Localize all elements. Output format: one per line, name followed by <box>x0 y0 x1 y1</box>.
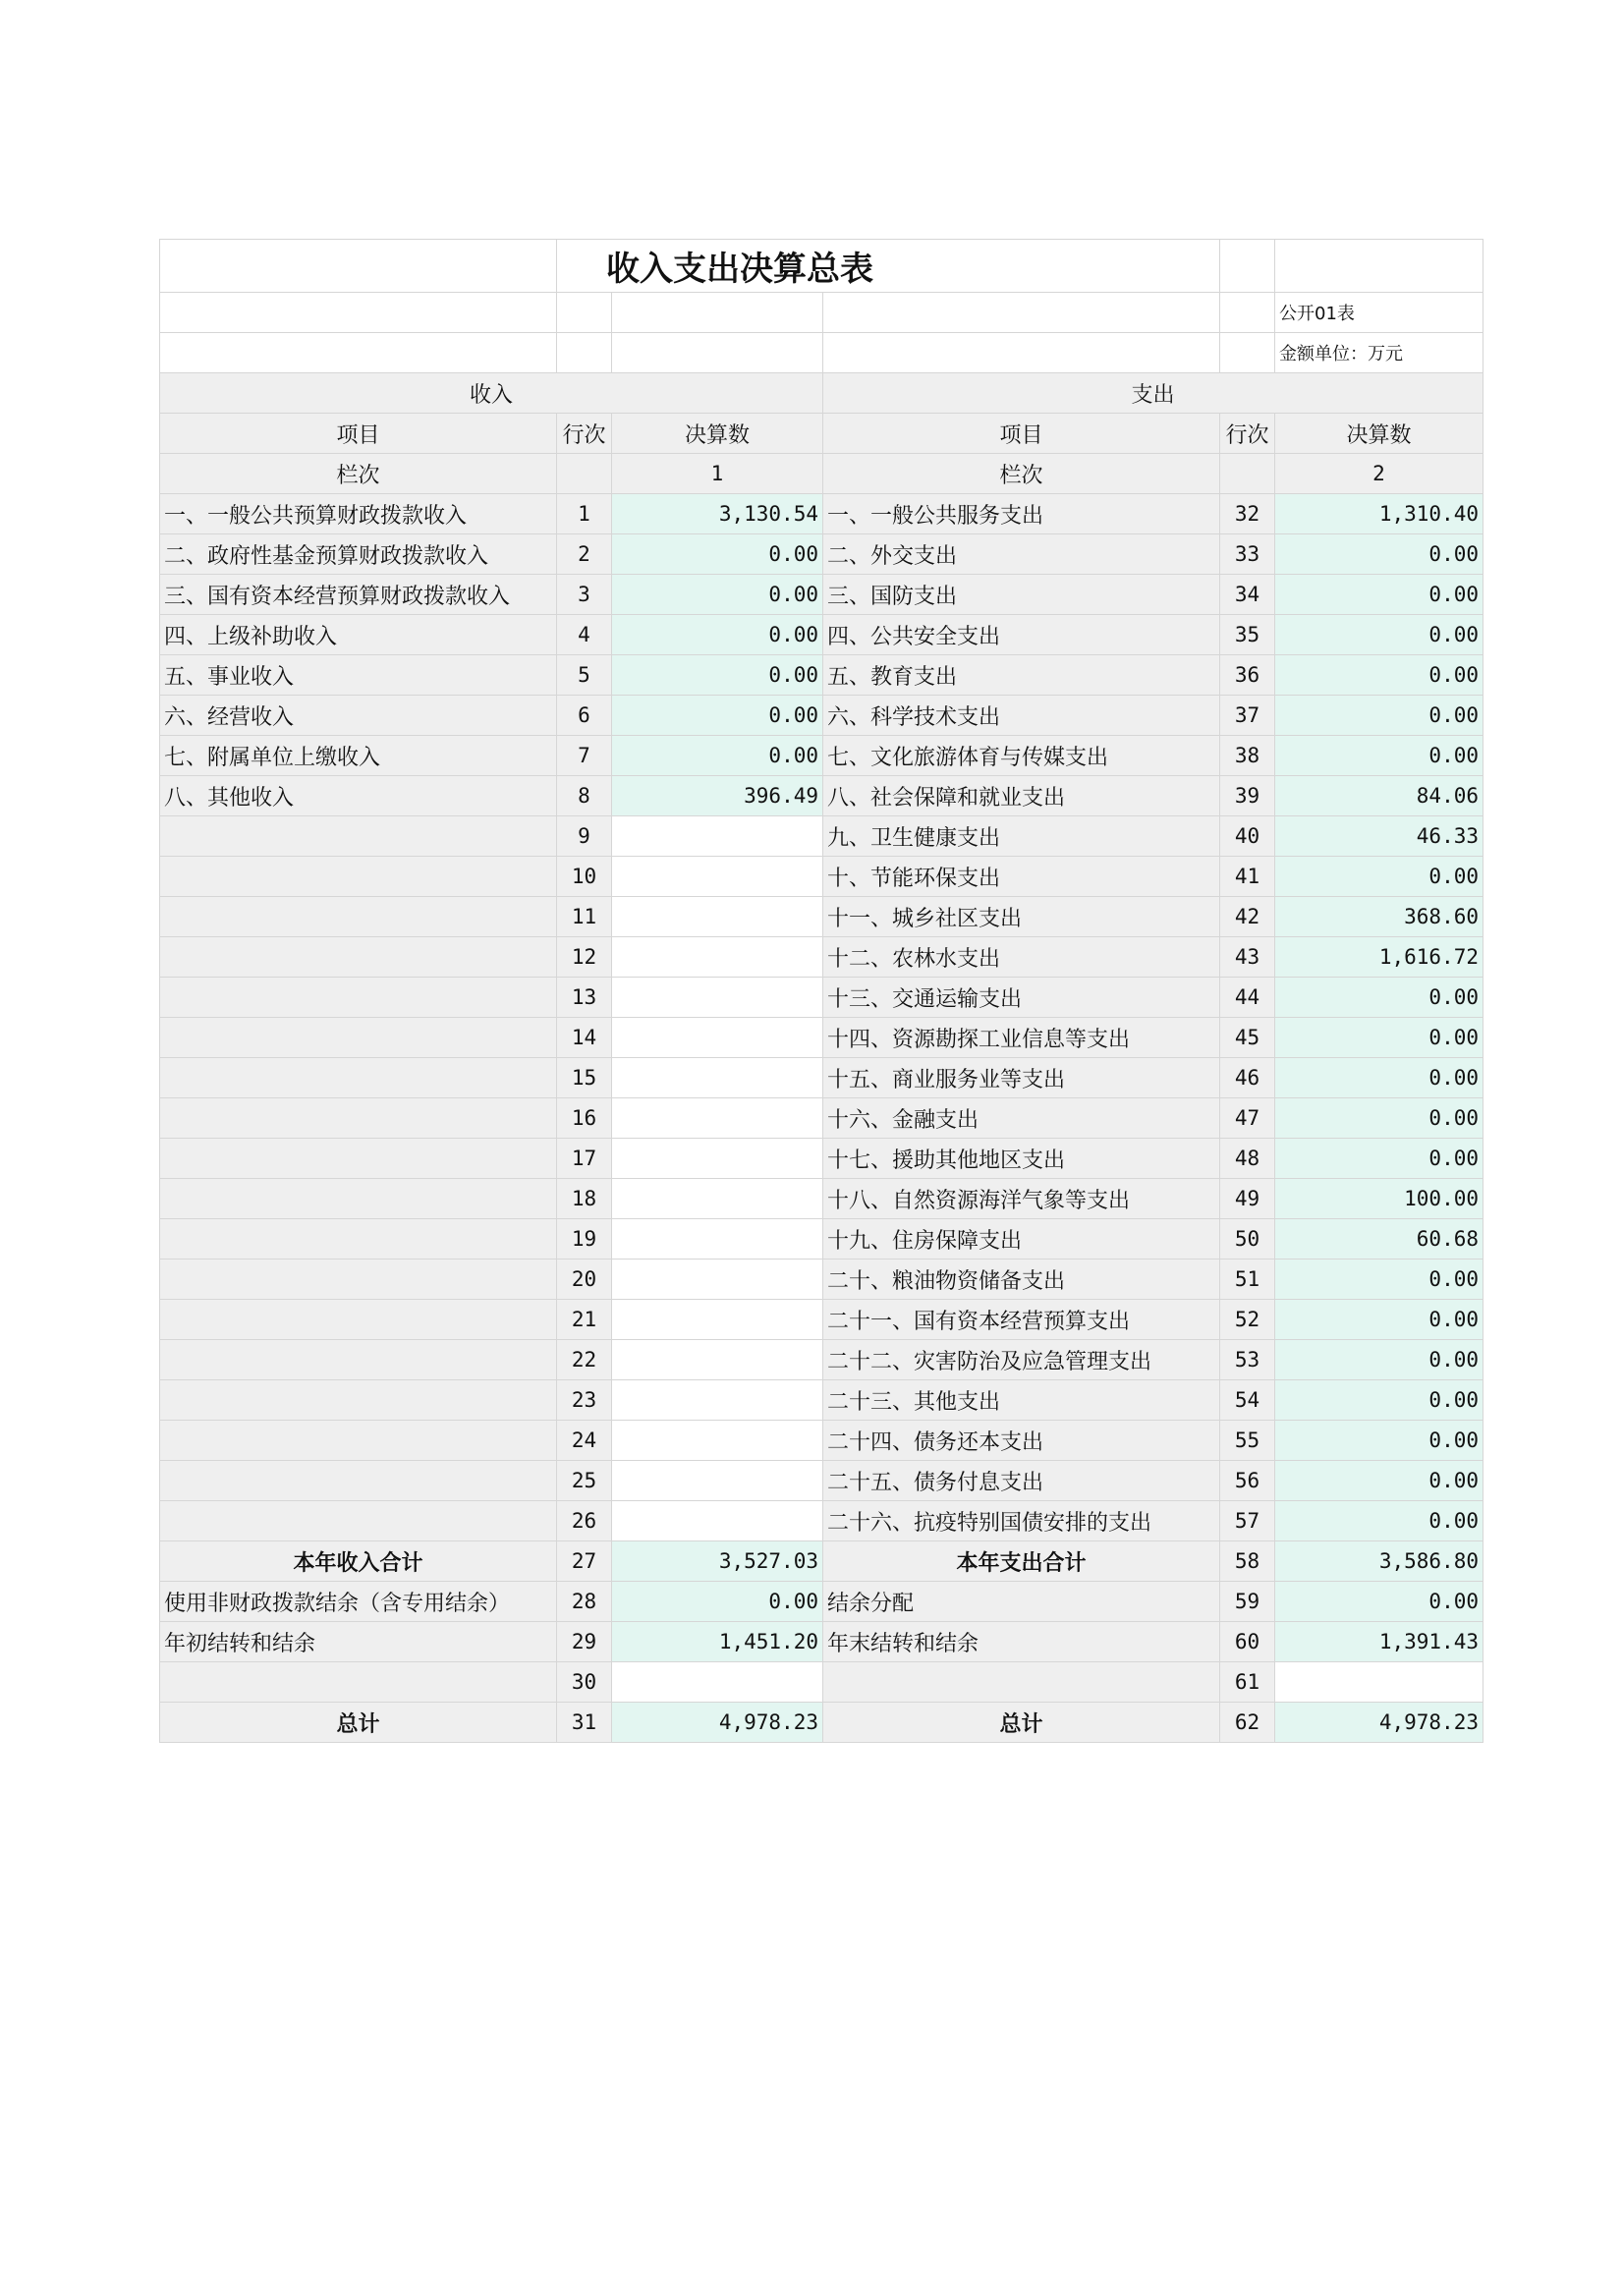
income-item <box>160 1662 557 1703</box>
income-line-number: 27 <box>557 1541 612 1582</box>
income-line-number: 11 <box>557 897 612 937</box>
income-item <box>160 937 557 978</box>
income-column-number: 1 <box>612 454 823 494</box>
expense-line-number: 57 <box>1220 1501 1275 1541</box>
table-row <box>160 897 1483 937</box>
blank-cell <box>1220 333 1275 373</box>
income-amount: 0.00 <box>612 575 823 615</box>
expense-amount: 60.68 <box>1275 1219 1483 1260</box>
page-title: 收入支出决算总表 <box>557 240 1220 293</box>
expense-line-number: 36 <box>1220 655 1275 696</box>
income-item <box>160 1098 557 1139</box>
blank-cell <box>823 293 1220 333</box>
income-line-number: 21 <box>557 1300 612 1340</box>
expense-line-header: 行次 <box>1220 414 1275 454</box>
income-item: 三、国有资本经营预算财政拨款收入 <box>160 575 557 615</box>
expense-amount: 0.00 <box>1275 1340 1483 1380</box>
expense-item <box>823 1662 1220 1703</box>
income-section-header: 收入 <box>160 373 823 414</box>
expense-amount: 0.00 <box>1275 1058 1483 1098</box>
income-amount <box>612 1662 823 1703</box>
blank-cell <box>1220 240 1275 293</box>
income-item <box>160 1421 557 1461</box>
income-line-number: 20 <box>557 1260 612 1300</box>
income-amount <box>612 1018 823 1058</box>
unit-label: 金额单位：万元 <box>1275 333 1483 373</box>
table-row <box>160 1340 1483 1380</box>
income-amount: 3,130.54 <box>612 494 823 534</box>
income-amount <box>612 1501 823 1541</box>
income-item <box>160 1461 557 1501</box>
blank-cell <box>823 333 1220 373</box>
income-line-number: 12 <box>557 937 612 978</box>
income-column-label: 栏次 <box>160 454 557 494</box>
table-row <box>160 1501 1483 1541</box>
income-line-header: 行次 <box>557 414 612 454</box>
table-row <box>160 1018 1483 1058</box>
expense-line-number: 35 <box>1220 615 1275 655</box>
income-item <box>160 1300 557 1340</box>
income-line-number: 23 <box>557 1380 612 1421</box>
expense-item: 七、文化旅游体育与传媒支出 <box>823 736 1220 776</box>
income-amount <box>612 1421 823 1461</box>
income-item <box>160 978 557 1018</box>
income-amount: 0.00 <box>612 1582 823 1622</box>
expense-line-number: 54 <box>1220 1380 1275 1421</box>
expense-amount: 0.00 <box>1275 575 1483 615</box>
expense-line-number: 59 <box>1220 1582 1275 1622</box>
expense-amount: 4,978.23 <box>1275 1703 1483 1743</box>
income-line-number: 9 <box>557 816 612 857</box>
table-row <box>160 1139 1483 1179</box>
income-item: 年初结转和结余 <box>160 1622 557 1662</box>
income-item <box>160 1058 557 1098</box>
expense-item: 结余分配 <box>823 1582 1220 1622</box>
income-line-number: 13 <box>557 978 612 1018</box>
income-line-number: 22 <box>557 1340 612 1380</box>
income-line-number: 5 <box>557 655 612 696</box>
expense-line-number: 62 <box>1220 1703 1275 1743</box>
income-item <box>160 857 557 897</box>
blank-cell <box>612 333 823 373</box>
form-number: 公开01表 <box>1275 293 1483 333</box>
expense-amount: 1,310.40 <box>1275 494 1483 534</box>
income-line-number: 14 <box>557 1018 612 1058</box>
income-item: 本年收入合计 <box>160 1541 557 1582</box>
income-line-number: 2 <box>557 534 612 575</box>
table-row <box>160 615 1483 655</box>
expense-line-number: 52 <box>1220 1300 1275 1340</box>
income-line-number: 28 <box>557 1582 612 1622</box>
table-row <box>160 978 1483 1018</box>
expense-amount: 0.00 <box>1275 696 1483 736</box>
expense-line-number: 37 <box>1220 696 1275 736</box>
expense-item: 二十五、债务付息支出 <box>823 1461 1220 1501</box>
expense-line-number: 61 <box>1220 1662 1275 1703</box>
expense-item: 十六、金融支出 <box>823 1098 1220 1139</box>
expense-item: 年末结转和结余 <box>823 1622 1220 1662</box>
income-item <box>160 1340 557 1380</box>
expense-column-number: 2 <box>1275 454 1483 494</box>
income-amount <box>612 1139 823 1179</box>
expense-item: 二十二、灾害防治及应急管理支出 <box>823 1340 1220 1380</box>
expense-item: 二、外交支出 <box>823 534 1220 575</box>
table-row <box>160 1260 1483 1300</box>
expense-amount: 0.00 <box>1275 655 1483 696</box>
expense-item: 二十一、国有资本经营预算支出 <box>823 1300 1220 1340</box>
table-row <box>160 736 1483 776</box>
income-line-number: 16 <box>557 1098 612 1139</box>
expense-line-number: 55 <box>1220 1421 1275 1461</box>
expense-item: 一、一般公共服务支出 <box>823 494 1220 534</box>
expense-item: 二十四、债务还本支出 <box>823 1421 1220 1461</box>
expense-item: 十三、交通运输支出 <box>823 978 1220 1018</box>
blank-cell <box>1220 293 1275 333</box>
income-line-number: 30 <box>557 1662 612 1703</box>
expense-amount: 0.00 <box>1275 1018 1483 1058</box>
blank-cell <box>160 293 557 333</box>
expense-item: 十八、自然资源海洋气象等支出 <box>823 1179 1220 1219</box>
income-item: 使用非财政拨款结余（含专用结余） <box>160 1582 557 1622</box>
income-item: 四、上级补助收入 <box>160 615 557 655</box>
expense-item: 九、卫生健康支出 <box>823 816 1220 857</box>
income-amount <box>612 857 823 897</box>
table-row <box>160 1219 1483 1260</box>
expense-line-number: 40 <box>1220 816 1275 857</box>
income-line-number: 25 <box>557 1461 612 1501</box>
table-row <box>160 1300 1483 1340</box>
expense-item: 六、科学技术支出 <box>823 696 1220 736</box>
income-amount <box>612 1219 823 1260</box>
income-amount <box>612 937 823 978</box>
expense-line-number: 45 <box>1220 1018 1275 1058</box>
table-row <box>160 1582 1483 1622</box>
income-item: 八、其他收入 <box>160 776 557 816</box>
income-amount <box>612 1300 823 1340</box>
expense-line-number: 39 <box>1220 776 1275 816</box>
income-item: 六、经营收入 <box>160 696 557 736</box>
expense-item: 八、社会保障和就业支出 <box>823 776 1220 816</box>
income-amount <box>612 816 823 857</box>
expense-amount: 0.00 <box>1275 736 1483 776</box>
expense-item: 四、公共安全支出 <box>823 615 1220 655</box>
expense-line-number: 32 <box>1220 494 1275 534</box>
table-row <box>160 776 1483 816</box>
income-line-number: 7 <box>557 736 612 776</box>
income-item-header: 项目 <box>160 414 557 454</box>
expense-amount: 0.00 <box>1275 1098 1483 1139</box>
income-amount <box>612 978 823 1018</box>
income-item: 五、事业收入 <box>160 655 557 696</box>
expense-amount: 0.00 <box>1275 1260 1483 1300</box>
blank-cell <box>557 454 612 494</box>
expense-item: 十、节能环保支出 <box>823 857 1220 897</box>
expense-line-number: 44 <box>1220 978 1275 1018</box>
income-amount-header: 决算数 <box>612 414 823 454</box>
expense-item: 十二、农林水支出 <box>823 937 1220 978</box>
table-row <box>160 1622 1483 1662</box>
expense-amount: 0.00 <box>1275 1582 1483 1622</box>
expense-amount: 0.00 <box>1275 857 1483 897</box>
table-row <box>160 1179 1483 1219</box>
expense-line-number: 46 <box>1220 1058 1275 1098</box>
expense-amount: 0.00 <box>1275 1300 1483 1340</box>
income-amount <box>612 1098 823 1139</box>
expense-amount: 46.33 <box>1275 816 1483 857</box>
expense-line-number: 48 <box>1220 1139 1275 1179</box>
expense-line-number: 33 <box>1220 534 1275 575</box>
expense-line-number: 34 <box>1220 575 1275 615</box>
income-amount: 0.00 <box>612 736 823 776</box>
income-line-number: 17 <box>557 1139 612 1179</box>
income-item <box>160 1501 557 1541</box>
table-row <box>160 1098 1483 1139</box>
expense-line-number: 58 <box>1220 1541 1275 1582</box>
expense-line-number: 42 <box>1220 897 1275 937</box>
expense-item: 三、国防支出 <box>823 575 1220 615</box>
income-item: 二、政府性基金预算财政拨款收入 <box>160 534 557 575</box>
income-line-number: 1 <box>557 494 612 534</box>
expense-amount: 84.06 <box>1275 776 1483 816</box>
expense-item-header: 项目 <box>823 414 1220 454</box>
expense-item: 二十、粮油物资储备支出 <box>823 1260 1220 1300</box>
income-amount: 0.00 <box>612 655 823 696</box>
table-row <box>160 534 1483 575</box>
income-item <box>160 1139 557 1179</box>
expense-amount-header: 决算数 <box>1275 414 1483 454</box>
expense-item: 十九、住房保障支出 <box>823 1219 1220 1260</box>
expense-item: 本年支出合计 <box>823 1541 1220 1582</box>
income-line-number: 10 <box>557 857 612 897</box>
expense-amount: 0.00 <box>1275 978 1483 1018</box>
table-row <box>160 696 1483 736</box>
expense-line-number: 60 <box>1220 1622 1275 1662</box>
income-line-number: 15 <box>557 1058 612 1098</box>
income-amount: 0.00 <box>612 534 823 575</box>
income-amount <box>612 1179 823 1219</box>
income-amount: 1,451.20 <box>612 1622 823 1662</box>
income-line-number: 26 <box>557 1501 612 1541</box>
expense-amount: 1,616.72 <box>1275 937 1483 978</box>
expense-item: 二十六、抗疫特别国债安排的支出 <box>823 1501 1220 1541</box>
expense-amount: 0.00 <box>1275 534 1483 575</box>
table-row <box>160 655 1483 696</box>
table-row <box>160 1421 1483 1461</box>
income-item: 一、一般公共预算财政拨款收入 <box>160 494 557 534</box>
income-line-number: 18 <box>557 1179 612 1219</box>
expense-section-header: 支出 <box>823 373 1483 414</box>
expense-item: 十一、城乡社区支出 <box>823 897 1220 937</box>
income-amount <box>612 897 823 937</box>
income-line-number: 6 <box>557 696 612 736</box>
income-line-number: 24 <box>557 1421 612 1461</box>
income-line-number: 31 <box>557 1703 612 1743</box>
income-item <box>160 1018 557 1058</box>
income-line-number: 3 <box>557 575 612 615</box>
table-row <box>160 816 1483 857</box>
income-line-number: 8 <box>557 776 612 816</box>
expense-amount: 0.00 <box>1275 1139 1483 1179</box>
blank-cell <box>1220 454 1275 494</box>
blank-cell <box>160 240 557 293</box>
expense-amount: 0.00 <box>1275 1501 1483 1541</box>
income-amount: 0.00 <box>612 615 823 655</box>
blank-cell <box>612 293 823 333</box>
income-amount <box>612 1058 823 1098</box>
expense-amount: 368.60 <box>1275 897 1483 937</box>
income-amount <box>612 1461 823 1501</box>
income-line-number: 29 <box>557 1622 612 1662</box>
expense-item: 五、教育支出 <box>823 655 1220 696</box>
income-amount <box>612 1260 823 1300</box>
expense-amount <box>1275 1662 1483 1703</box>
income-item <box>160 1260 557 1300</box>
blank-cell <box>1275 240 1483 293</box>
expense-line-number: 51 <box>1220 1260 1275 1300</box>
table-row <box>160 1461 1483 1501</box>
expense-item: 十五、商业服务业等支出 <box>823 1058 1220 1098</box>
blank-cell <box>160 333 557 373</box>
expense-line-number: 53 <box>1220 1340 1275 1380</box>
expense-item: 二十三、其他支出 <box>823 1380 1220 1421</box>
income-expense-summary-table <box>159 239 1483 1743</box>
expense-line-number: 43 <box>1220 937 1275 978</box>
income-line-number: 4 <box>557 615 612 655</box>
expense-amount: 0.00 <box>1275 615 1483 655</box>
table-row <box>160 1058 1483 1098</box>
blank-cell <box>557 293 612 333</box>
expense-amount: 0.00 <box>1275 1421 1483 1461</box>
income-item <box>160 897 557 937</box>
table-row <box>160 1541 1483 1582</box>
table-row <box>160 575 1483 615</box>
table-row <box>160 857 1483 897</box>
blank-cell <box>557 333 612 373</box>
table-row <box>160 1703 1483 1743</box>
expense-line-number: 56 <box>1220 1461 1275 1501</box>
expense-amount: 0.00 <box>1275 1461 1483 1501</box>
expense-amount: 100.00 <box>1275 1179 1483 1219</box>
income-item <box>160 816 557 857</box>
income-amount: 4,978.23 <box>612 1703 823 1743</box>
expense-amount: 3,586.80 <box>1275 1541 1483 1582</box>
income-amount: 0.00 <box>612 696 823 736</box>
income-amount: 3,527.03 <box>612 1541 823 1582</box>
income-item <box>160 1179 557 1219</box>
income-line-number: 19 <box>557 1219 612 1260</box>
income-item <box>160 1219 557 1260</box>
expense-column-label: 栏次 <box>823 454 1220 494</box>
expense-line-number: 50 <box>1220 1219 1275 1260</box>
table-row <box>160 1662 1483 1703</box>
income-item: 总计 <box>160 1703 557 1743</box>
income-item: 七、附属单位上缴收入 <box>160 736 557 776</box>
expense-amount: 0.00 <box>1275 1380 1483 1421</box>
expense-item: 总计 <box>823 1703 1220 1743</box>
expense-item: 十七、援助其他地区支出 <box>823 1139 1220 1179</box>
income-item <box>160 1380 557 1421</box>
expense-line-number: 49 <box>1220 1179 1275 1219</box>
expense-line-number: 41 <box>1220 857 1275 897</box>
table-row <box>160 937 1483 978</box>
income-amount <box>612 1340 823 1380</box>
expense-amount: 1,391.43 <box>1275 1622 1483 1662</box>
expense-item: 十四、资源勘探工业信息等支出 <box>823 1018 1220 1058</box>
expense-line-number: 47 <box>1220 1098 1275 1139</box>
income-amount: 396.49 <box>612 776 823 816</box>
expense-line-number: 38 <box>1220 736 1275 776</box>
table-row <box>160 1380 1483 1421</box>
table-row <box>160 494 1483 534</box>
income-amount <box>612 1380 823 1421</box>
